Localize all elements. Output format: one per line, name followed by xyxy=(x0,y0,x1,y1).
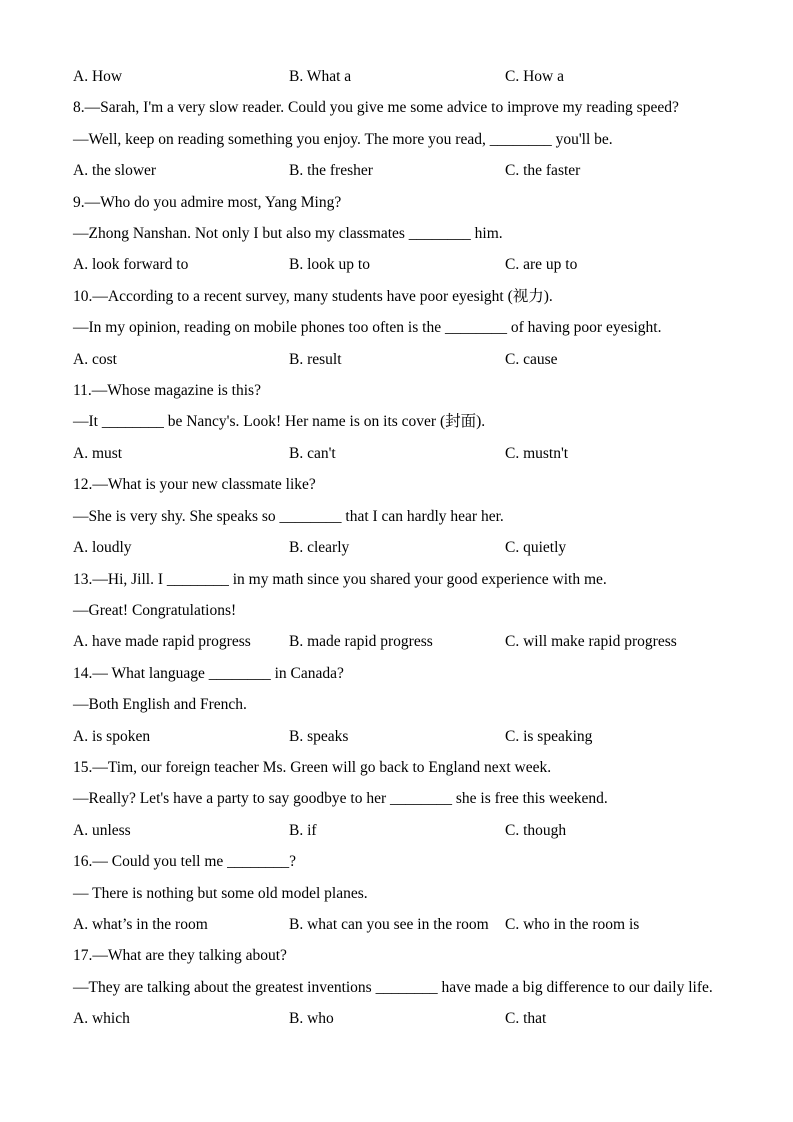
option-b: B. if xyxy=(289,821,317,839)
option-b: B. speaks xyxy=(289,727,349,745)
option-c: C. cause xyxy=(505,350,558,368)
question-line: —In my opinion, reading on mobile phones too often is the ________ of having poor eyesight. xyxy=(73,319,662,337)
question-line: —Both English and French. xyxy=(73,696,247,714)
option-a: A. How xyxy=(73,68,123,85)
option-b: B. made rapid progress xyxy=(289,633,433,651)
option-a: A. loudly xyxy=(73,539,132,557)
options-row xyxy=(73,626,723,657)
question-line: 9.—Who do you admire most, Yang Ming? xyxy=(73,193,342,211)
option-a: A. cost xyxy=(73,350,117,368)
question-line: 16.— Could you tell me ________? xyxy=(73,853,297,871)
option-a: A. must xyxy=(73,444,123,462)
options-row xyxy=(73,1003,723,1034)
questions-container xyxy=(73,61,723,1035)
question-line: —They are talking about the greatest inventions ________ have made a big difference to our daily life. xyxy=(73,978,713,996)
options-row xyxy=(73,438,723,469)
option-a: A. the slower xyxy=(73,162,157,180)
question-block xyxy=(73,469,723,563)
option-c: C. the faster xyxy=(505,162,581,180)
question-line: —Great! Congratulations! xyxy=(73,601,237,619)
options-row xyxy=(73,61,723,92)
options-row xyxy=(73,155,723,186)
option-b: B. the fresher xyxy=(289,162,373,180)
option-b: B. What a xyxy=(289,68,352,85)
question-line: 11.—Whose magazine is this? xyxy=(73,382,261,400)
question-line: —Well, keep on reading something you enjoy. The more you read, ________ you'll be. xyxy=(73,130,613,148)
option-c: C. is speaking xyxy=(505,727,593,745)
option-c: C. How a xyxy=(505,68,564,85)
option-b: B. look up to xyxy=(289,256,370,274)
option-c: C. though xyxy=(505,821,567,839)
question-block xyxy=(73,564,723,658)
option-a: A. is spoken xyxy=(73,727,151,745)
question-block xyxy=(73,846,723,940)
option-c: C. quietly xyxy=(505,539,567,557)
option-b: B. what can you see in the room xyxy=(289,915,489,933)
option-a: A. have made rapid progress xyxy=(73,633,251,651)
options-row xyxy=(73,344,723,375)
option-c: C. that xyxy=(505,1010,547,1028)
question-block xyxy=(73,658,723,752)
option-b: B. can't xyxy=(289,444,336,462)
question-line: 17.—What are they talking about? xyxy=(73,947,287,965)
question-line: 12.—What is your new classmate like? xyxy=(73,476,316,494)
option-a: A. unless xyxy=(73,821,131,839)
option-a: A. what’s in the room xyxy=(73,915,208,933)
question-block xyxy=(73,281,723,375)
option-b: B. who xyxy=(289,1010,334,1028)
question-block xyxy=(73,187,723,281)
question-block xyxy=(73,752,723,846)
question-line: —Zhong Nanshan. Not only I but also my classmates ________ him. xyxy=(73,225,503,243)
option-c: C. will make rapid progress xyxy=(505,633,677,651)
question-block xyxy=(73,61,723,92)
option-c: C. are up to xyxy=(505,256,578,274)
question-block xyxy=(73,92,723,186)
question-line: 15.—Tim, our foreign teacher Ms. Green will go back to England next week. xyxy=(73,758,552,776)
question-line: 8.—Sarah, I'm a very slow reader. Could you give me some advice to improve my reading speed? xyxy=(73,99,679,117)
options-row xyxy=(73,721,723,752)
question-block xyxy=(73,375,723,469)
option-c: C. mustn't xyxy=(505,444,569,462)
question-line: 10.—According to a recent survey, many students have poor eyesight (视力). xyxy=(73,287,553,305)
question-line: —It ________ be Nancy's. Look! Her name is on its cover (封面). xyxy=(73,413,486,431)
options-row xyxy=(73,909,723,940)
options-row xyxy=(73,249,723,280)
question-line: 13.—Hi, Jill. I ________ in my math since you shared your good experience with me. xyxy=(73,570,607,588)
options-row xyxy=(73,532,723,563)
option-a: A. which xyxy=(73,1010,130,1028)
question-line: 14.— What language ________ in Canada? xyxy=(73,664,344,682)
option-b: B. clearly xyxy=(289,539,350,557)
option-a: A. look forward to xyxy=(73,256,189,274)
options-row xyxy=(73,815,723,846)
option-b: B. result xyxy=(289,350,342,368)
question-line: — There is nothing but some old model planes. xyxy=(73,884,368,902)
option-c: C. who in the room is xyxy=(505,915,640,933)
question-line: —Really? Let's have a party to say goodbye to her ________ she is free this weekend. xyxy=(73,790,608,808)
question-block xyxy=(73,940,723,1034)
question-line: —She is very shy. She speaks so ________ that I can hardly hear her. xyxy=(73,507,504,525)
